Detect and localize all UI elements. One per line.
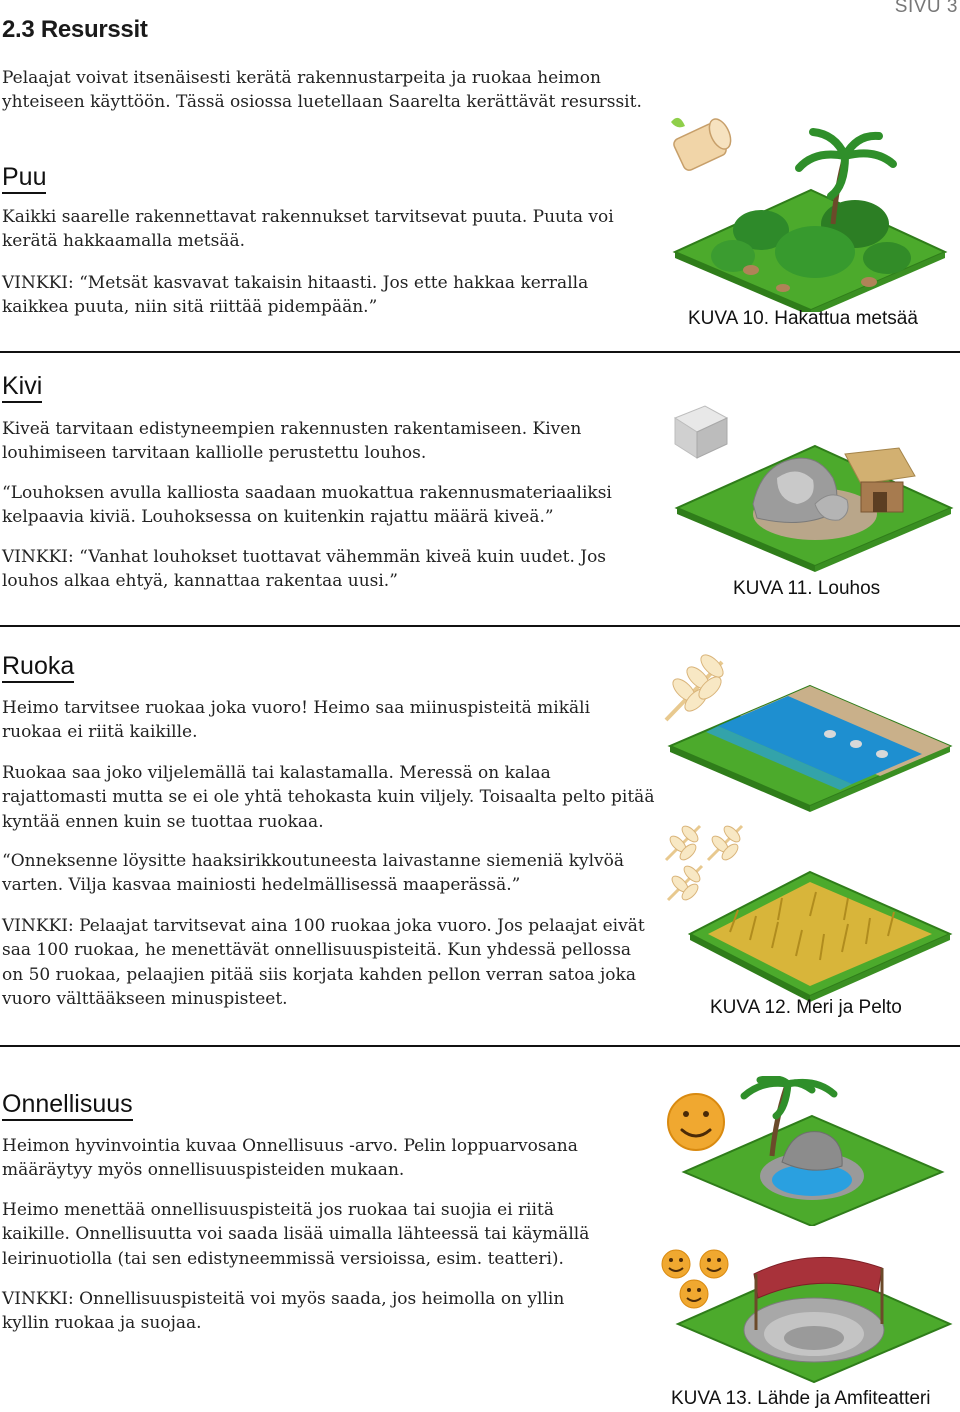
kivi-quote bbox=[2, 481, 612, 530]
log-icon bbox=[671, 116, 735, 172]
text-line: kaikille. Onnellisuutta voi saada lisää uimalla lähteessä tai käymällä bbox=[2, 1224, 590, 1245]
text-line: “Louhoksen avulla kalliosta saadaan muokattua rakennusmateriaaliksi bbox=[2, 483, 612, 503]
text-line: louhos alkaa ehtyä, kannattaa rakentaa uusi.” bbox=[2, 571, 398, 592]
section-divider bbox=[0, 1045, 960, 1047]
onnellisuus-paragraph-2 bbox=[2, 1198, 589, 1271]
field-illustration bbox=[660, 820, 958, 1004]
onnellisuus-paragraph-1 bbox=[2, 1134, 578, 1183]
figure-caption-11: KUVA 11. Louhos bbox=[733, 578, 881, 599]
text-line: “Onneksenne löysitte haaksirikkoutuneesta laivastanne siemeniä kylvöä bbox=[2, 851, 625, 871]
figure-caption-10: KUVA 10. Hakattua metsää bbox=[688, 308, 918, 329]
stone-block-icon bbox=[675, 406, 727, 458]
text-line: yhteiseen käyttöön. Tässä osiossa luetellaan Saarelta kerättävät resurssit. bbox=[2, 92, 642, 113]
text-line: Kaikki saarelle rakennettavat rakennukset tarvitsevat puuta. Puuta voi bbox=[2, 207, 614, 227]
text-line: kyntää ennen kuin se tuottaa ruokaa. bbox=[2, 811, 324, 832]
forest-illustration bbox=[665, 112, 957, 312]
wheat-icon bbox=[668, 863, 703, 902]
text-line: ruokaa ei riitä kaikille. bbox=[2, 722, 198, 743]
text-line: kelpaavia kiviä. Louhoksessa on kuitenkin rajattu määrä kiveä.” bbox=[2, 507, 554, 528]
figure-caption-12: KUVA 12. Meri ja Pelto bbox=[710, 997, 902, 1018]
text-line: VINKKI: “Metsät kasvavat takaisin hitaasti. Jos ette hakkaa kerralla bbox=[2, 273, 589, 293]
page-number: SIVU 3 bbox=[894, 0, 958, 17]
text-line: on 50 ruokaa, pelaajien pitää siis korjata kahden pellon verran satoa joka bbox=[2, 964, 636, 985]
ruoka-paragraph-2 bbox=[2, 761, 654, 834]
ruoka-tip bbox=[2, 914, 645, 1011]
text-line: kyllin ruokaa ja suojaa. bbox=[2, 1313, 202, 1334]
ruoka-paragraph-1 bbox=[2, 696, 590, 745]
text-line: louhimiseen tarvitaan kalliolle perustettu louhos. bbox=[2, 443, 427, 464]
text-line: Pelaajat voivat itsenäisesti kerätä rakennustarpeita ja ruokaa heimon bbox=[2, 68, 601, 88]
text-line: kerätä hakkaamalla metsää. bbox=[2, 231, 246, 252]
amphitheatre-illustration bbox=[658, 1234, 958, 1386]
text-line: Heimo menettää onnellisuuspisteitä jos ruokaa tai suojia ei riitä bbox=[2, 1200, 554, 1220]
figure-caption-13: KUVA 13. Lähde ja Amfiteatteri bbox=[671, 1388, 931, 1409]
section-heading-puu: Puu bbox=[2, 163, 46, 194]
text-line: VINKKI: Pelaajat tarvitsevat aina 100 ruokaa joka vuoro. Jos pelaajat eivät bbox=[2, 916, 645, 936]
section-divider bbox=[0, 625, 960, 627]
spring-illustration bbox=[662, 1076, 958, 1226]
section-heading-kivi: Kivi bbox=[2, 372, 42, 403]
quarry-illustration bbox=[665, 396, 957, 572]
smiley-icon bbox=[680, 1280, 708, 1308]
kivi-tip bbox=[2, 545, 606, 594]
text-line: leirinuotiolla (tai sen edistyneemmissä versioissa, esim. teatteri). bbox=[2, 1248, 564, 1269]
smiley-icon bbox=[662, 1250, 690, 1278]
puu-tip bbox=[2, 271, 588, 320]
ruoka-quote bbox=[2, 849, 624, 898]
intro-paragraph bbox=[2, 66, 642, 115]
text-line: Heimon hyvinvointia kuvaa Onnellisuus -arvo. Pelin loppuarvosana bbox=[2, 1136, 578, 1156]
text-line: Ruokaa saa joko viljelemällä tai kalastamalla. Meressä on kalaa bbox=[2, 763, 551, 783]
text-line: kaikkea puuta, niin sitä riittää pidempään.” bbox=[2, 297, 378, 318]
text-line: Kiveä tarvitaan edistyneempien rakennusten rakentamiseen. Kiven bbox=[2, 419, 582, 439]
text-line: vuoro välttääkseen minuspisteet. bbox=[2, 988, 288, 1009]
text-line: VINKKI: Onnellisuuspisteitä voi myös saada, jos heimolla on yllin bbox=[2, 1289, 565, 1309]
smiley-icon bbox=[700, 1250, 728, 1278]
puu-paragraph-1 bbox=[2, 205, 614, 254]
wheat-icon bbox=[708, 823, 743, 862]
text-line: VINKKI: “Vanhat louhokset tuottavat vähemmän kiveä kuin uudet. Jos bbox=[2, 547, 607, 567]
section-heading-onnellisuus: Onnellisuus bbox=[2, 1090, 133, 1121]
text-line: määräytyy myös onnellisuuspisteiden mukaan. bbox=[2, 1160, 405, 1181]
wheat-icon bbox=[666, 823, 701, 862]
wheat-icon bbox=[666, 651, 727, 720]
sea-illustration bbox=[660, 650, 958, 816]
onnellisuus-tip bbox=[2, 1287, 564, 1336]
text-line: saa 100 ruokaa, he menettävät onnellisuuspisteitä. Kun yhdessä pellossa bbox=[2, 940, 632, 961]
text-line: varten. Vilja kasvaa mainiosti hedelmällisessä maaperässä.” bbox=[2, 875, 521, 896]
kivi-paragraph-1 bbox=[2, 417, 581, 466]
smiley-icon bbox=[668, 1094, 724, 1150]
text-line: Heimo tarvitsee ruokaa joka vuoro! Heimo saa miinuspisteitä mikäli bbox=[2, 698, 591, 718]
section-heading-ruoka: Ruoka bbox=[2, 652, 74, 683]
text-line: rajattomasti mutta se ei ole yhtä tehokasta kuin viljely. Toisaalta pelto pitää bbox=[2, 787, 655, 808]
section-divider bbox=[0, 351, 960, 353]
chapter-title: 2.3 Resurssit bbox=[2, 16, 148, 43]
